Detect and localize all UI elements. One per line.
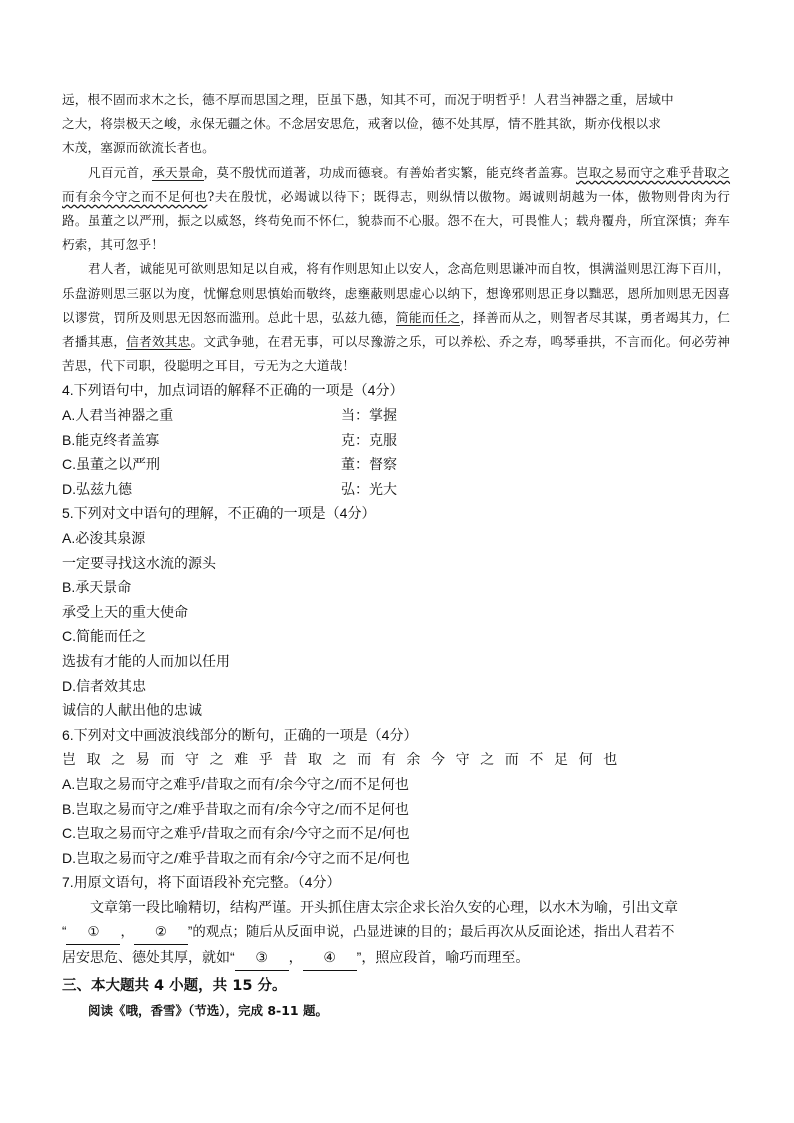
exam-page: [62, 88, 730, 1023]
option-meaning: 诚信的人献出他的忠诚: [62, 702, 202, 719]
passage-text: 。文武争驰，在君无事，可以尽豫游之乐，可以养松、乔之寿，鸣琴垂拱，不言而化。何必劳神苦思，代下司职，役聪明之耳目，亏无为之大道哉！: [62, 334, 731, 374]
passage-text: ，莫不殷忧而道著，功成而德衰。有善始者实繁，能克终者盖寡。: [203, 164, 576, 180]
option-gloss: 克：克服: [341, 431, 397, 448]
blank-4[interactable]: ④: [303, 945, 357, 971]
option-meaning: 承受上天的重大使命: [62, 603, 188, 620]
option-text: B.岂取之易而守之/难乎昔取之而有/余今守之/而不足何也: [62, 800, 409, 817]
option-text: C.岂取之易而守之难乎/昔取之而有余/今守之而不足/何也: [62, 825, 410, 842]
passage-text: 君人者，诚能见可欲则思知足以自戒，将有作则思知止以安人，念高危则思谦冲而自牧，惧满溢则思江海下百川，乐盘游则思三驱以为度，忧懈怠则思慎始而敬终，虑壅蔽则思虚心以纳下，想谗邪则思正身以黜恶，恩所加则思无因喜以谬赏，罚所及则思无因怒而滥刑。总此十思，弘兹九德，: [62, 261, 730, 325]
option-row: [62, 428, 730, 453]
question-7: [62, 870, 730, 970]
option-text: C.虽董之以严刑: [62, 456, 160, 473]
question-7-line-1: 文章第一段比喻精切，结构严谨。开头抓住唐太宗企求长治久安的心理，以水木为喻，引出文章: [90, 898, 678, 915]
blank-1[interactable]: ①: [66, 920, 120, 946]
question-7-line-3: 居安思危、德处其厚，就如“ ③ ， ④ ”，照应段首，喻巧而理至。: [62, 945, 730, 971]
question-7-line-2: “ ① ， ② ”的观点；随后从反面申说，凸显进谏的目的；最后再次从反面论述，指出人君若不: [62, 920, 730, 946]
question-5: [62, 501, 730, 722]
question-stem: 7.用原文语句，将下面语段补充完整。（4分）: [62, 874, 341, 891]
option-gloss: 当：掌握: [341, 407, 397, 424]
option-label: B.承天景命: [62, 579, 132, 596]
passage-line: 木茂，塞源而欲流长者也。: [62, 140, 215, 156]
option-label: D.信者效其忠: [62, 677, 146, 694]
option-text: D.岂取之易而守之/难乎昔取之而有余/今守之而不足/何也: [62, 849, 410, 866]
question-6: [62, 723, 730, 871]
option-text: A.岂取之易而守之难乎/昔取之而有/余今守之/而不足何也: [62, 775, 409, 792]
underlined-phrase-chengtian: 承天景命: [152, 164, 204, 180]
question-stem: 4.下列语句中，加点词语的解释不正确的一项是（4分）: [62, 382, 404, 399]
passage-line: 远，根不固而求木之长，德不厚而思国之理，臣虽下愚，知其不可，而况于明哲乎！人君当神器之重，居域中: [62, 92, 674, 107]
option-row: [62, 403, 730, 428]
passage-text: 凡百元首，: [88, 164, 153, 180]
wavy-underlined-sentence: 岂取之易而守之难乎昔取之而有余今守之而不足何也: [62, 164, 731, 204]
option-label: A.必浚其泉源: [62, 530, 146, 546]
option-meaning: 一定要寻找这水流的源头: [62, 554, 216, 571]
question-4: [62, 378, 730, 501]
option-text: D.弘兹九德: [62, 480, 132, 497]
underlined-phrase-xinzhe: 信者效其忠: [126, 334, 191, 350]
option-meaning: 选拔有才能的人而加以任用: [62, 652, 230, 669]
option-gloss: 董：督察: [341, 456, 397, 473]
section-3-heading: 三、本大题共 4 小题，共 15 分。: [62, 977, 287, 994]
passage-text: ?夫在殷忧，必竭诚以待下；既得志，则纵情以傲物。竭诚则胡越为一体，傲物则骨肉为行路。虽董之以严刑，振之以威怒，终苟免而不怀仁，貌恭而不心服。怨不在大，可畏惟人；载舟覆舟，所宜深慎；奔车朽索，其可忽乎！: [62, 188, 730, 253]
passage-text: ，择善而从之，则智者尽其谋，勇者竭其力，仁者播其惠，: [62, 309, 730, 350]
option-label: C.简能而任之: [62, 628, 146, 645]
blank-2[interactable]: ②: [134, 920, 188, 946]
passage-paragraph-3: [62, 257, 730, 378]
question-stem: 5.下列对文中语句的理解，不正确的一项是（4分）: [62, 505, 376, 522]
option-text: A.人君当神器之重: [62, 407, 174, 424]
passage-line: 之大，将崇极天之峻，永保无疆之休。不念居安思危，戒奢以俭，德不处其厚，情不胜其欲，斯亦伐根以求: [62, 116, 661, 132]
option-row: [62, 452, 730, 477]
underlined-phrase-jianneng: 简能而任之: [396, 309, 461, 325]
option-row: [62, 477, 730, 502]
passage-paragraph-2: [62, 161, 730, 258]
unpunctuated-sentence: 岂取之易而守之难乎昔取之而有余今守之而不足何也: [62, 751, 628, 768]
reading-instruction: 阅读《哦，香雪》（节选），完成 8-11 题。: [88, 1002, 328, 1018]
option-text: B.能克终者盖寡: [62, 431, 160, 448]
option-gloss: 弘：光大: [341, 480, 397, 497]
blank-3[interactable]: ③: [235, 945, 289, 971]
question-stem: 6.下列对文中画波浪线部分的断句，正确的一项是（4分）: [62, 726, 418, 743]
passage-paragraph-1: [62, 88, 730, 161]
